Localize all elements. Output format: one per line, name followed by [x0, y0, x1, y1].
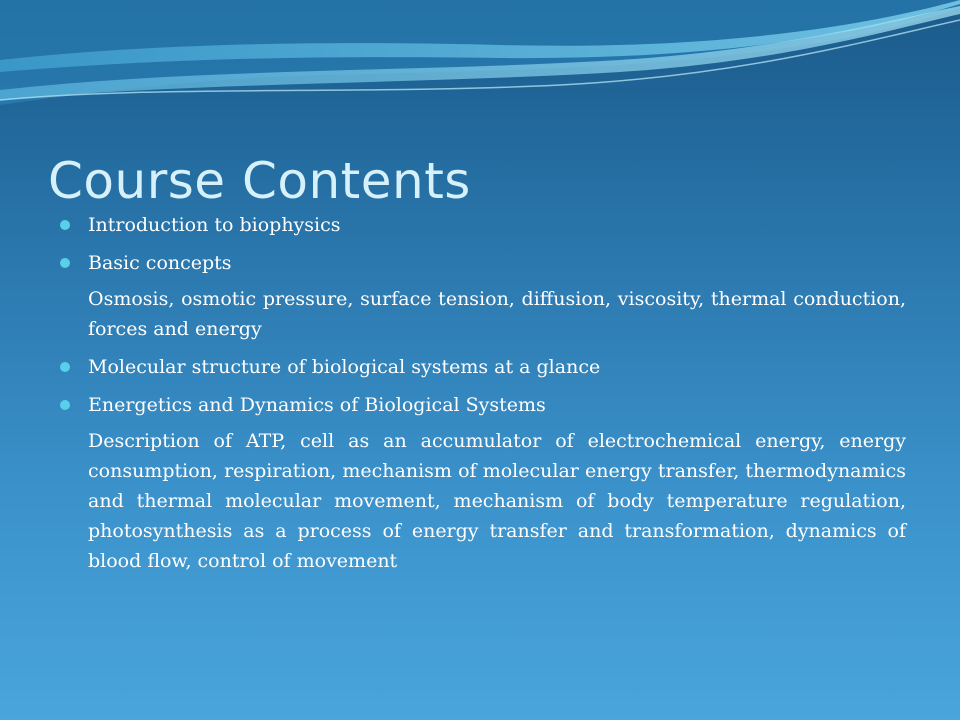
list-item: Introduction to biophysics: [60, 210, 906, 240]
list-item-detail: Description of ATP, cell as an accumulator of electrochemical energy, energy consumption, respiration, mechanism of molecular energy transfer, thermodynamics and thermal molecular movement, mechanism of body temperature regulation, photosynthesis as a process of energy transfer and transformation, dynamics of blood flow, control of movement: [88, 430, 906, 572]
list-item: Basic concepts: [60, 248, 906, 278]
list-item: Molecular structure of biological systems at a glance: [60, 352, 906, 382]
list-item-detail: Osmosis, osmotic pressure, surface tension, diffusion, viscosity, thermal conduction, forces and energy: [88, 288, 906, 340]
list-item: Energetics and Dynamics of Biological Systems: [60, 390, 906, 420]
slide-title: Course Contents: [48, 151, 471, 210]
wave-decoration: [0, 0, 960, 130]
content-list: [60, 210, 906, 584]
